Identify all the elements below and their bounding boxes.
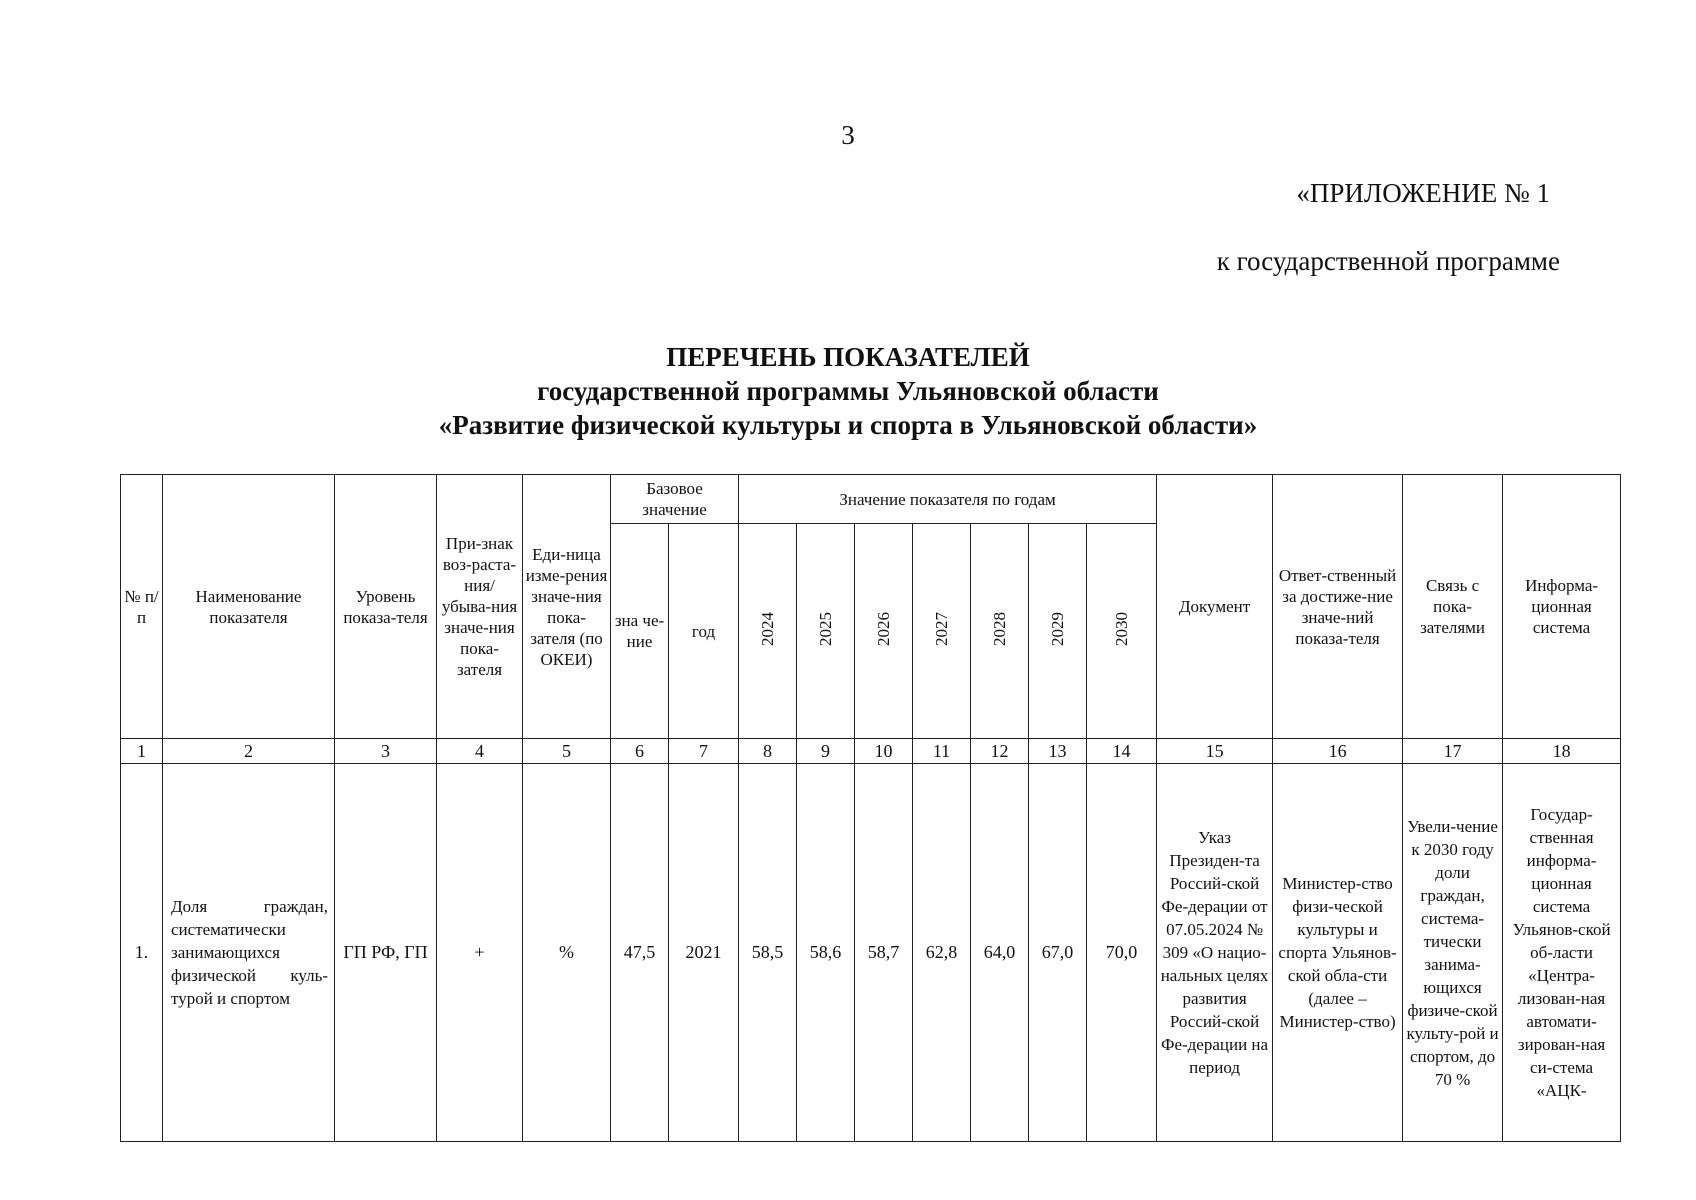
page-number: 3 xyxy=(841,120,855,150)
year-label: 2024 xyxy=(758,611,778,646)
title-line: ПЕРЕЧЕНЬ ПОКАЗАТЕЛЕЙ xyxy=(666,342,1030,372)
column-number: 9 xyxy=(797,739,855,764)
header-base-year: год xyxy=(669,524,739,739)
header-info-system: Информа-ционная система xyxy=(1503,475,1621,739)
row-responsible: Министер-ство физи-ческой культуры и спорта Ульянов-ской обла-сти (далее – Министер-ство) xyxy=(1273,764,1403,1142)
column-number: 14 xyxy=(1087,739,1157,764)
header-base-group: Базовое значение xyxy=(611,475,739,524)
table-row xyxy=(121,764,1621,1142)
header-year xyxy=(1087,524,1157,739)
year-label: 2028 xyxy=(990,611,1010,646)
row-sign: + xyxy=(437,764,523,1142)
column-number: 16 xyxy=(1273,739,1403,764)
header-base-value: зна че-ние xyxy=(611,524,669,739)
column-number: 2 xyxy=(163,739,335,764)
title-line: «Развитие физической культуры и спорта в Ульяновской области» xyxy=(438,410,1258,440)
header-year xyxy=(855,524,913,739)
row-document: Указ Президен-та Россий-ской Фе-дерации от 07.05.2024 № 309 «О нацио-нальных целях развития Россий-ской Фе-дерации на период xyxy=(1157,764,1273,1142)
header-unit: Еди-ница изме-рения значе-ния пока-зателя (по ОКЕИ) xyxy=(523,475,611,739)
row-value-2025: 58,6 xyxy=(797,764,855,1142)
column-number: 10 xyxy=(855,739,913,764)
column-number: 3 xyxy=(335,739,437,764)
header-name: Наименование показателя xyxy=(163,475,335,739)
row-level: ГП РФ, ГП xyxy=(335,764,437,1142)
header-year xyxy=(739,524,797,739)
header-year xyxy=(971,524,1029,739)
year-label: 2029 xyxy=(1048,611,1068,646)
column-number: 13 xyxy=(1029,739,1087,764)
appendix-title: «ПРИЛОЖЕНИЕ № 1 xyxy=(1296,178,1550,208)
row-base-value: 47,5 xyxy=(611,764,669,1142)
column-number: 4 xyxy=(437,739,523,764)
year-label: 2026 xyxy=(874,611,894,646)
row-value-2030: 70,0 xyxy=(1087,764,1157,1142)
row-num: 1. xyxy=(121,764,163,1142)
header-year xyxy=(913,524,971,739)
row-unit: % xyxy=(523,764,611,1142)
appendix-subtitle: к государственной программе xyxy=(1216,246,1560,276)
column-number: 8 xyxy=(739,739,797,764)
column-number: 1 xyxy=(121,739,163,764)
column-number: 17 xyxy=(1403,739,1503,764)
row-base-year: 2021 xyxy=(669,764,739,1142)
year-label: 2030 xyxy=(1112,611,1132,646)
year-label: 2027 xyxy=(932,611,952,646)
row-info-system: Государ-ственная информа-ционная система Ульянов-ской об-ласти «Центра-лизован-ная автомати-зирован-ная си-стема «АЦК- xyxy=(1503,764,1621,1142)
column-number: 6 xyxy=(611,739,669,764)
year-label: 2025 xyxy=(816,611,836,646)
header-num: № п/п xyxy=(121,475,163,739)
row-value-2028: 64,0 xyxy=(971,764,1029,1142)
column-number: 18 xyxy=(1503,739,1621,764)
header-level: Уровень показа-теля xyxy=(335,475,437,739)
header-sign: При-знак воз-раста-ния/ убыва-ния значе-ния пока-зателя xyxy=(437,475,523,739)
column-number: 12 xyxy=(971,739,1029,764)
column-number: 15 xyxy=(1157,739,1273,764)
row-link: Увели-чение к 2030 году доли граждан, система-тически занима-ющихся физиче-ской культу-рой и спортом, до 70 % xyxy=(1403,764,1503,1142)
row-name: Доля граждан, систематически занимающихся физической куль-турой и спортом xyxy=(163,764,335,1142)
row-value-2029: 67,0 xyxy=(1029,764,1087,1142)
indicators-table xyxy=(120,474,1621,1142)
header-year xyxy=(1029,524,1087,739)
column-numbers-row xyxy=(121,739,1621,764)
row-value-2027: 62,8 xyxy=(913,764,971,1142)
title-line: государственной программы Ульяновской области xyxy=(537,376,1159,406)
document-title xyxy=(0,340,1696,442)
column-number: 7 xyxy=(669,739,739,764)
header-years-group: Значение показателя по годам xyxy=(739,475,1157,524)
column-number: 5 xyxy=(523,739,611,764)
header-document: Документ xyxy=(1157,475,1273,739)
header-year xyxy=(797,524,855,739)
header-responsible: Ответ-ственный за достиже-ние значе-ний показа-теля xyxy=(1273,475,1403,739)
row-value-2026: 58,7 xyxy=(855,764,913,1142)
header-link: Связь с пока-зателями xyxy=(1403,475,1503,739)
column-number: 11 xyxy=(913,739,971,764)
row-value-2024: 58,5 xyxy=(739,764,797,1142)
